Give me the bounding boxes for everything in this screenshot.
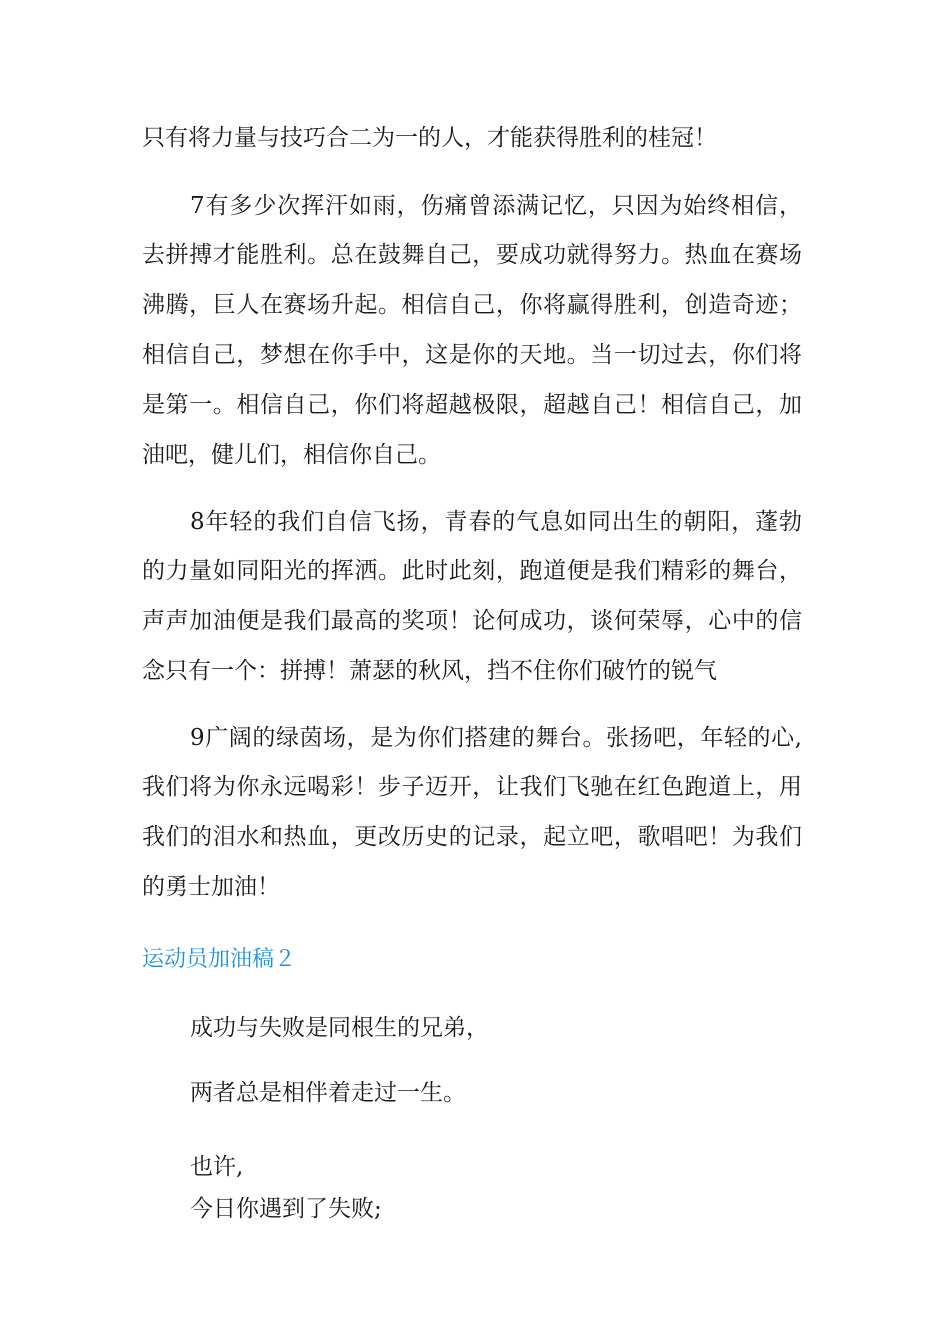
paragraph-7-line-5: 是第一。相信自己，你们将超越极限，超越自己！相信自己，加 (142, 392, 802, 418)
paragraph-8-line-1: 8年轻的我们自信飞扬，青春的气息如同出生的朝阳，蓬勃 (190, 509, 802, 535)
paragraph-7-line-3: 沸腾，巨人在赛场升起。相信自己，你将赢得胜利，创造奇迹； (142, 292, 802, 318)
verse-line-2: 两者总是相伴着走过一生。 (190, 1080, 466, 1106)
verse-line-3: 也许, (190, 1154, 244, 1180)
paragraph-9-line-3: 我们的泪水和热血，更改历史的记录，起立吧，歌唱吧！为我们 (142, 824, 802, 850)
paragraph-7-line-1: 7有多少次挥汗如雨，伤痛曾添满记忆，只因为始终相信， (190, 193, 802, 219)
verse-line-4: 今日你遇到了失败; (190, 1196, 382, 1222)
intro-line: 只有将力量与技巧合二为一的人，才能获得胜利的桂冠！ (142, 125, 717, 151)
paragraph-7-line-4: 相信自己，梦想在你手中，这是你的天地。当一切过去，你们将 (142, 342, 802, 368)
section-heading: 运动员加油稿２ (142, 947, 297, 972)
paragraph-9-line-2: 我们将为你永远喝彩！步子迈开，让我们飞驰在红色跑道上，用 (142, 774, 802, 800)
paragraph-8-line-4: 念只有一个：拼搏！萧瑟的秋风，挡不住你们破竹的锐气 (142, 658, 717, 684)
paragraph-7-line-2: 去拼搏才能胜利。总在鼓舞自己，要成功就得努力。热血在赛场 (142, 242, 802, 268)
paragraph-8-line-3: 声声加油便是我们最高的奖项！论何成功，谈何荣辱，心中的信 (142, 608, 802, 634)
paragraph-7-line-6: 油吧，健儿们，相信你自己。 (142, 442, 441, 468)
paragraph-8-line-2: 的力量如同阳光的挥洒。此时此刻，跑道便是我们精彩的舞台， (142, 558, 802, 584)
verse-line-1: 成功与失败是同根生的兄弟， (190, 1015, 489, 1041)
paragraph-9-line-4: 的勇士加油！ (142, 874, 280, 900)
paragraph-9-line-1: 9广阔的绿茵场，是为你们搭建的舞台。张扬吧，年轻的心, (190, 725, 802, 751)
